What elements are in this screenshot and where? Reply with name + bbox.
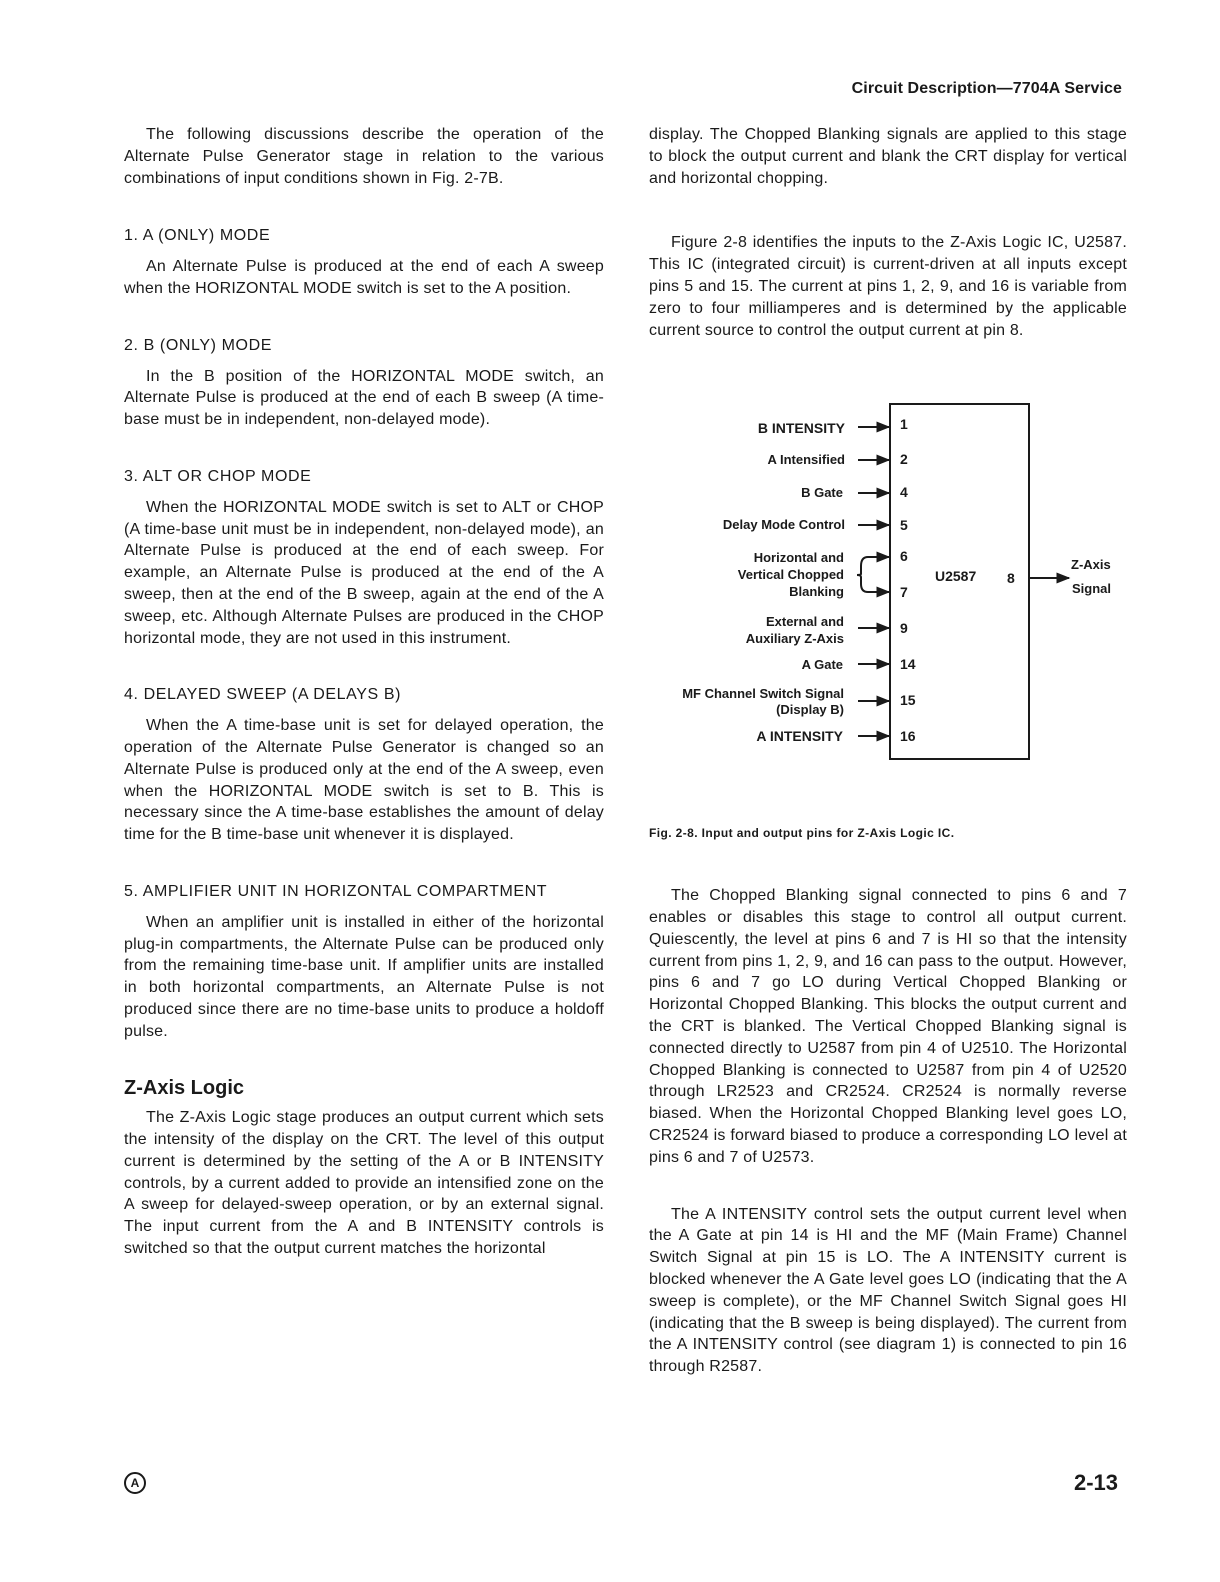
mode-heading-3: 3. ALT OR CHOP MODE bbox=[124, 467, 312, 485]
pin-number-1: 1 bbox=[900, 416, 908, 433]
right-column bbox=[649, 124, 1127, 1378]
mode-body-2: In the B position of the HORIZONTAL MODE switch, an Alternate Pulse is produced at the end of each B sweep (A time-base must be in independent, non-delayed mode). bbox=[124, 367, 604, 429]
ic-label: U2587 bbox=[935, 568, 977, 585]
mode-heading-4: 4. DELAYED SWEEP (A DELAYS B) bbox=[124, 686, 402, 704]
mode-heading-2: 2. B (ONLY) MODE bbox=[124, 336, 272, 354]
a-intensity-paragraph: The A INTENSITY control sets the output current level when the A Gate at pin 14 is HI and the MF (Main Frame) Channel Switch Signal at pin 15 is LO. The A INTENSITY current is blocked whenever the A Gate level goes LO (indicating that the A sweep is complete), or the MF Channel Switch Signal goes HI (indicating that the B sweep is being displayed). The current from the A INTENSITY control (see diagram 1) is connected to pin 16 through R2587. bbox=[649, 1205, 1127, 1376]
section-title-zaxis: Z-Axis Logic bbox=[124, 1076, 245, 1099]
input-label-chop-line2: Vertical Chopped bbox=[737, 567, 844, 583]
input-label-a-intensity: A INTENSITY bbox=[756, 728, 843, 745]
input-label-b-gate: B Gate bbox=[801, 485, 843, 501]
left-column bbox=[124, 124, 604, 1260]
input-label-ext-line2: Auxiliary Z-Axis bbox=[745, 631, 844, 647]
pin-number-14: 14 bbox=[900, 656, 916, 673]
zaxis-ic-diagram bbox=[649, 403, 1127, 769]
figure-intro-paragraph: Figure 2-8 identifies the inputs to the Z-Axis Logic IC, U2587. This IC (integrated circuit) is current-driven at all inputs except pins 5 and 15. The current at pins 1, 2, 9, and 16 is variable from zero to four milliamperes and is determined by the applicable current source to control the output current at pin 8. bbox=[649, 234, 1127, 339]
input-label-a-gate: A Gate bbox=[801, 657, 843, 673]
tektronix-logo-mark: A bbox=[124, 1472, 146, 1494]
input-label-delay-mode: Delay Mode Control bbox=[722, 517, 845, 533]
figure-caption: Fig. 2-8. Input and output pins for Z-Axis Logic IC. bbox=[649, 826, 955, 841]
input-label-ext-line1: External and bbox=[765, 614, 844, 630]
pin-number-5: 5 bbox=[900, 517, 908, 534]
pin-number-2: 2 bbox=[900, 451, 908, 468]
continuation-paragraph: display. The Chopped Blanking signals are applied to this stage to block the output current and blank the CRT display for vertical and horizontal chopping. bbox=[649, 126, 1127, 187]
input-label-mf-line2: (Display B) bbox=[776, 702, 844, 718]
pin-number-9: 9 bbox=[900, 620, 908, 637]
mode-heading-5: 5. AMPLIFIER UNIT IN HORIZONTAL COMPARTMENT bbox=[124, 882, 548, 900]
pin-number-6: 6 bbox=[900, 548, 908, 565]
figure-2-8 bbox=[649, 403, 1127, 769]
page-number: 2-13 bbox=[1073, 1470, 1118, 1495]
mode-body-4: When the A time-base unit is set for delayed operation, the operation of the Alternate Pulse Generator is changed so an Alternate Pulse is produced only at the end of the A sweep, even when the HORIZONTAL MODE switch is set to B. This is necessary since the A time-base establishes the amount of delay time for the B time-base unit whenever it is displayed. bbox=[124, 717, 604, 844]
input-label-chop-line1: Horizontal and bbox=[753, 550, 844, 566]
output-label-line1: Z-Axis bbox=[1071, 557, 1111, 573]
input-label-chop-line3: Blanking bbox=[789, 584, 844, 600]
mode-body-1: An Alternate Pulse is produced at the end of each A sweep when the HORIZONTAL MODE switch is set to the A position. bbox=[124, 258, 604, 297]
input-label-mf-line1: MF Channel Switch Signal bbox=[682, 686, 844, 702]
mode-body-5: When an amplifier unit is installed in either of the horizontal plug-in compartments, the Alternate Pulse can be produced only from the remaining time-base unit. If amplifier units are installed in both horizontal compartments, an Alternate Pulse is not produced since there are no time-base units to produce a holdoff pulse. bbox=[124, 913, 604, 1040]
pin-number-16: 16 bbox=[900, 728, 916, 745]
running-header: Circuit Description—7704A Service bbox=[851, 80, 1122, 97]
intro-paragraph: The following discussions describe the operation of the Alternate Pulse Generator stage in relation to the various combinations of input conditions shown in Fig. 2-7B. bbox=[124, 126, 604, 187]
pin-number-4: 4 bbox=[900, 484, 908, 501]
output-label-line2: Signal bbox=[1072, 581, 1112, 597]
chopped-blanking-paragraph: The Chopped Blanking signal connected to pins 6 and 7 enables or disables this stage to control all output current. Quiescently, the level at pins 6 and 7 is HI so that the intensity current from pins 1, 2, 9, and 16 can pass to the output. However, pins 6 and 7 go LO during Vertical Chopped Blanking or Horizontal Chopped Blanking. This blocks the output current and the CRT is blanked. The Vertical Chopped Blanking signal is connected directly to U2587 from pin 4 of U2510. The Horizontal Chopped Blanking is connected to U2587 from pin 4 of U2520 through LR2523 and CR2524. CR2524 is normally reverse biased. When the Horizontal Chopped Blanking level goes LO, CR2524 is forward biased to produce a corresponding LO level at pins 6 and 7 of U2573. bbox=[649, 887, 1127, 1166]
brace-6-7 bbox=[857, 557, 868, 592]
pin-number-15: 15 bbox=[900, 692, 916, 709]
zaxis-paragraph: The Z-Axis Logic stage produces an output current which sets the intensity of the display on the CRT. The level of this output current is determined by the setting of the A or B INTENSITY controls, by a current added to provide an intensified zone on the A sweep for delayed-sweep operation, or by an external signal. The input current from the A and B INTENSITY controls is switched so that the output current matches the horizontal bbox=[124, 1109, 604, 1258]
input-label-b-intensity: B INTENSITY bbox=[757, 420, 845, 437]
pin-number-8: 8 bbox=[1007, 570, 1015, 587]
input-label-a-intensified: A Intensified bbox=[767, 452, 845, 468]
pin-number-7: 7 bbox=[900, 584, 908, 601]
mode-body-3: When the HORIZONTAL MODE switch is set to ALT or CHOP (A time-base unit must be in independent, non-delayed mode), an Alternate Pulse is produced at the end of each sweep. For example, an Alternate Pulse is produced at the end of the A sweep, then at the end of the B sweep, again at the end of the A sweep, etc. Although Alternate Pulses are produced in the CHOP horizontal mode, they are not used in this instrument. bbox=[124, 498, 604, 647]
mode-heading-1: 1. A (ONLY) MODE bbox=[124, 227, 271, 245]
